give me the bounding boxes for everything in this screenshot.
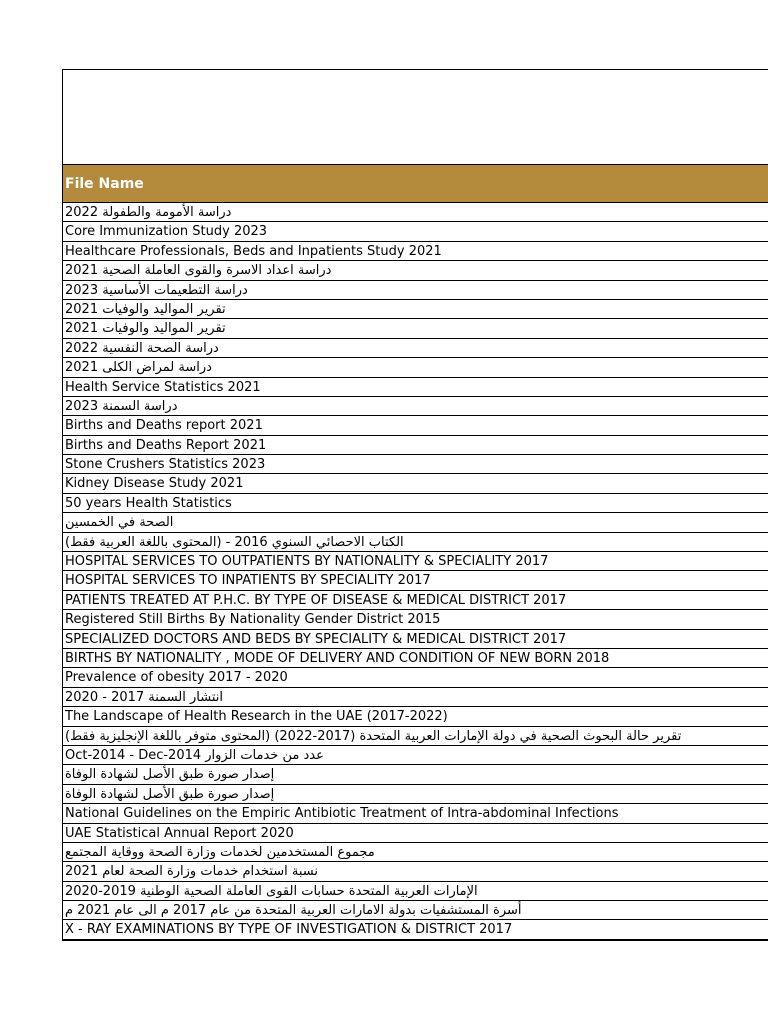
table-row[interactable]: National Guidelines on the Empiric Antibiotic Treatment of Intra-abdominal Infections (63, 804, 768, 823)
table-row[interactable]: مجموع المستخدمين لخدمات وزارة الصحة ووقاية المجتمع (63, 843, 768, 862)
table-row[interactable]: The Landscape of Health Research in the UAE (2017-2022) (63, 707, 768, 726)
table-row[interactable]: PATIENTS TREATED AT P.H.C. BY TYPE OF DISEASE & MEDICAL DISTRICT 2017 (63, 591, 768, 610)
table-row[interactable]: دراسة التطعيمات الأساسية 2023 (63, 281, 768, 300)
table-row[interactable]: انتشار السمنة 2017 - 2020 (63, 688, 768, 707)
spreadsheet-table (62, 69, 768, 941)
table-row[interactable]: UAE Statistical Annual Report 2020 (63, 824, 768, 843)
table-row[interactable]: الإمارات العربية المتحدة حسابات القوى العاملة الصحية الوطنية 2019-2020 (63, 882, 768, 901)
table-row[interactable]: Births and Deaths report 2021 (63, 416, 768, 435)
file-list (63, 203, 768, 940)
table-row[interactable]: إصدار صورة طبق الأصل لشهادة الوفاة (63, 785, 768, 804)
column-header-file-name[interactable]: File Name (63, 165, 768, 203)
table-row[interactable]: Health Service Statistics 2021 (63, 378, 768, 397)
table-row[interactable]: تقرير المواليد والوفيات 2021 (63, 300, 768, 319)
table-row[interactable]: دراسة اعداد الاسرة والقوى العاملة الصحية 2021 (63, 261, 768, 280)
table-row[interactable]: تقرير المواليد والوفيات 2021 (63, 319, 768, 338)
table-row[interactable]: HOSPITAL SERVICES TO INPATIENTS BY SPECIALITY 2017 (63, 571, 768, 590)
table-row[interactable]: Prevalence of obesity 2017 - 2020 (63, 668, 768, 687)
table-row[interactable]: دراسة لمراض الكلى 2021 (63, 358, 768, 377)
table-row[interactable]: الصحة في الخمسين (63, 513, 768, 532)
table-row[interactable]: تقرير حالة البحوث الصحية في دولة الإمارات العربية المتحدة (2017-2022) (المحتوى متوفر باللغة الإنجليزية فقط) (63, 727, 768, 746)
blank-header-area (63, 70, 768, 165)
table-row[interactable]: HOSPITAL SERVICES TO OUTPATIENTS BY NATIONALITY & SPECIALITY 2017 (63, 552, 768, 571)
table-row[interactable]: دراسة الأمومة والطفولة 2022 (63, 203, 768, 222)
table-row[interactable]: SPECIALIZED DOCTORS AND BEDS BY SPECIALITY & MEDICAL DISTRICT 2017 (63, 630, 768, 649)
table-row[interactable]: دراسة السمنة 2023 (63, 397, 768, 416)
table-row[interactable]: Kidney Disease Study 2021 (63, 474, 768, 493)
table-row[interactable]: Births and Deaths Report 2021 (63, 436, 768, 455)
table-row[interactable]: 50 years Health Statistics (63, 494, 768, 513)
table-row[interactable]: Healthcare Professionals, Beds and Inpatients Study 2021 (63, 242, 768, 261)
table-row[interactable]: Registered Still Births By Nationality Gender District 2015 (63, 610, 768, 629)
table-row[interactable]: أسرة المستشفيات بدولة الامارات العربية المتحدة من عام 2017 م الى عام 2021 م (63, 901, 768, 920)
table-row[interactable]: إصدار صورة طبق الأصل لشهادة الوفاة (63, 765, 768, 784)
table-row[interactable]: Stone Crushers Statistics 2023 (63, 455, 768, 474)
table-row[interactable]: نسبة استخدام خدمات وزارة الصحة لعام 2021 (63, 862, 768, 881)
table-row[interactable]: Core Immunization Study 2023 (63, 222, 768, 241)
table-row[interactable]: دراسة الصحة النفسية 2022 (63, 339, 768, 358)
table-row[interactable]: BIRTHS BY NATIONALITY , MODE OF DELIVERY AND CONDITION OF NEW BORN 2018 (63, 649, 768, 668)
table-row[interactable]: الكتاب الاحصائي السنوي 2016 - (المحتوى باللغة العربية فقط) (63, 533, 768, 552)
table-row[interactable]: عدد من خدمات الزوار Oct-2014 - Dec-2014 (63, 746, 768, 765)
table-row[interactable]: X - RAY EXAMINATIONS BY TYPE OF INVESTIGATION & DISTRICT 2017 (63, 920, 768, 939)
